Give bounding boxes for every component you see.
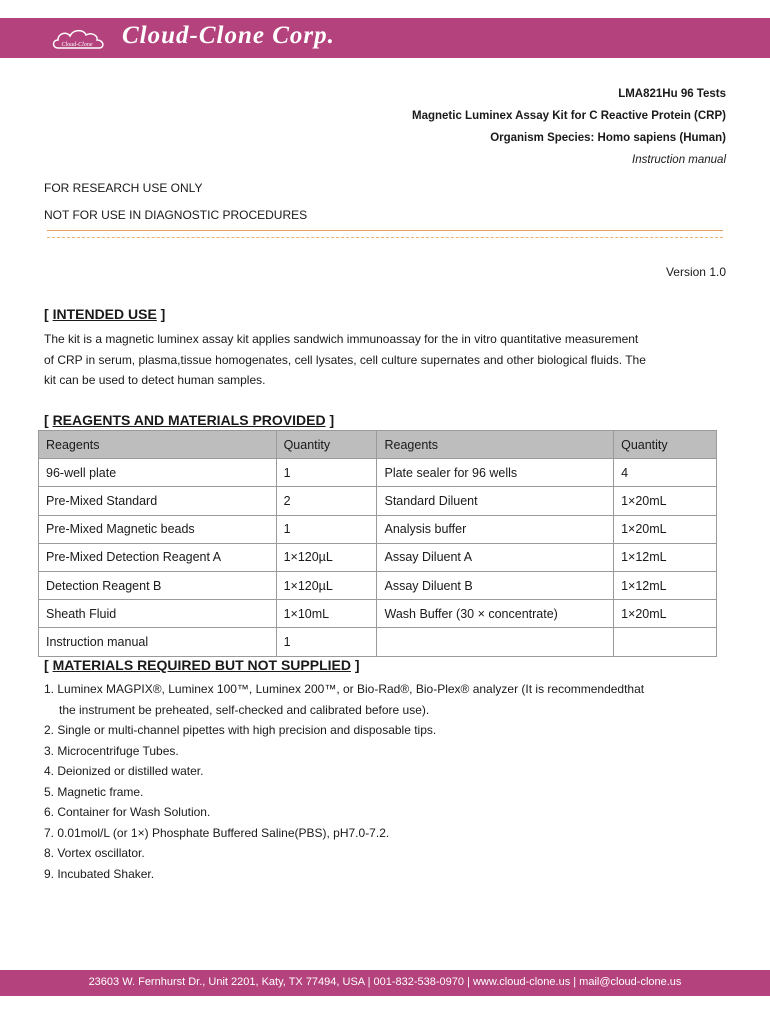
table-header-row <box>39 431 717 459</box>
title-block <box>126 83 726 171</box>
logo-small-text: Cloud-Clone <box>61 42 93 48</box>
list-item: 8. Vortex oscillator. <box>44 846 145 860</box>
list-item: 6. Container for Wash Solution. <box>44 805 211 819</box>
materials-required-list <box>44 679 734 884</box>
column-header: Reagents <box>39 431 277 459</box>
organism-species: Organism Species: Homo sapiens (Human) <box>490 132 726 144</box>
table-row: Pre-Mixed Detection Reagent A 1×120µL Assay Diluent A 1×12mL <box>39 543 717 571</box>
header-bar <box>0 18 770 58</box>
table-row: Pre-Mixed Standard 2 Standard Diluent 1×20mL <box>39 487 717 515</box>
column-header: Quantity <box>614 431 717 459</box>
footer-bar <box>0 970 770 996</box>
intended-use-heading: [ INTENDED USE ] <box>44 306 166 322</box>
table-row: 96-well plate 1 Plate sealer for 96 wells 4 <box>39 459 717 487</box>
list-item: 5. Magnetic frame. <box>44 784 144 799</box>
product-title: Magnetic Luminex Assay Kit for C Reactive Protein (CRP) <box>412 110 726 122</box>
version-label: Version 1.0 <box>665 265 726 279</box>
research-use-notice: FOR RESEARCH USE ONLY <box>44 181 203 195</box>
table-row: Detection Reagent B 1×120µL Assay Diluent B 1×12mL <box>39 571 717 599</box>
divider-line-dashed <box>47 237 723 238</box>
reagents-heading: [ REAGENTS AND MATERIALS PROVIDED ] <box>44 412 335 428</box>
column-header: Reagents <box>377 431 614 459</box>
list-item: 7. 0.01mol/L (or 1×) Phosphate Buffered Saline(PBS), pH7.0-7.2. <box>44 825 390 840</box>
catalog-number: LMA821Hu 96 Tests <box>618 88 726 100</box>
list-item: 4. Deionized or distilled water. <box>44 764 204 778</box>
intended-use-text: The kit is a magnetic luminex assay kit applies sandwich immunoassay for the in vitro quantitative measurement of CRP in serum, plasma,tissue homogenates, cell lysates, cell culture supernates and other biological fluids. The kit can be used to detect human samples. <box>44 332 646 387</box>
table-row: Instruction manual 1 <box>39 628 717 656</box>
column-header: Quantity <box>276 431 377 459</box>
reagents-table <box>38 430 717 657</box>
divider-line <box>47 230 723 231</box>
document-type: Instruction manual <box>632 154 726 166</box>
brand-name: Cloud-Clone Corp. <box>122 22 335 49</box>
list-item: 3. Microcentrifuge Tubes. <box>44 743 179 758</box>
list-item: 2. Single or multi-channel pipettes with high precision and disposable tips. <box>44 723 437 737</box>
materials-required-heading: [ MATERIALS REQUIRED BUT NOT SUPPLIED ] <box>44 657 360 673</box>
footer-contact-text: 23603 W. Fernhurst Dr., Unit 2201, Katy, TX 77494, USA | 001-832-538-0970 | www.cloud-clone.us | mail@cloud-clone.us <box>88 976 682 988</box>
table-row: Sheath Fluid 1×10mL Wash Buffer (30 × concentrate) 1×20mL <box>39 600 717 628</box>
table-row: Pre-Mixed Magnetic beads 1 Analysis buffer 1×20mL <box>39 515 717 543</box>
cloud-logo-icon <box>50 26 108 52</box>
diagnostic-notice: NOT FOR USE IN DIAGNOSTIC PROCEDURES <box>44 208 308 222</box>
list-item: 1. Luminex MAGPIX®, Luminex 100™, Luminex 200™, or Bio-Rad®, Bio-Plex® analyzer (It is recommendedthat the instrument be preheated, self-checked and calibrated before use). <box>44 682 645 717</box>
list-item: 9. Incubated Shaker. <box>44 866 155 881</box>
